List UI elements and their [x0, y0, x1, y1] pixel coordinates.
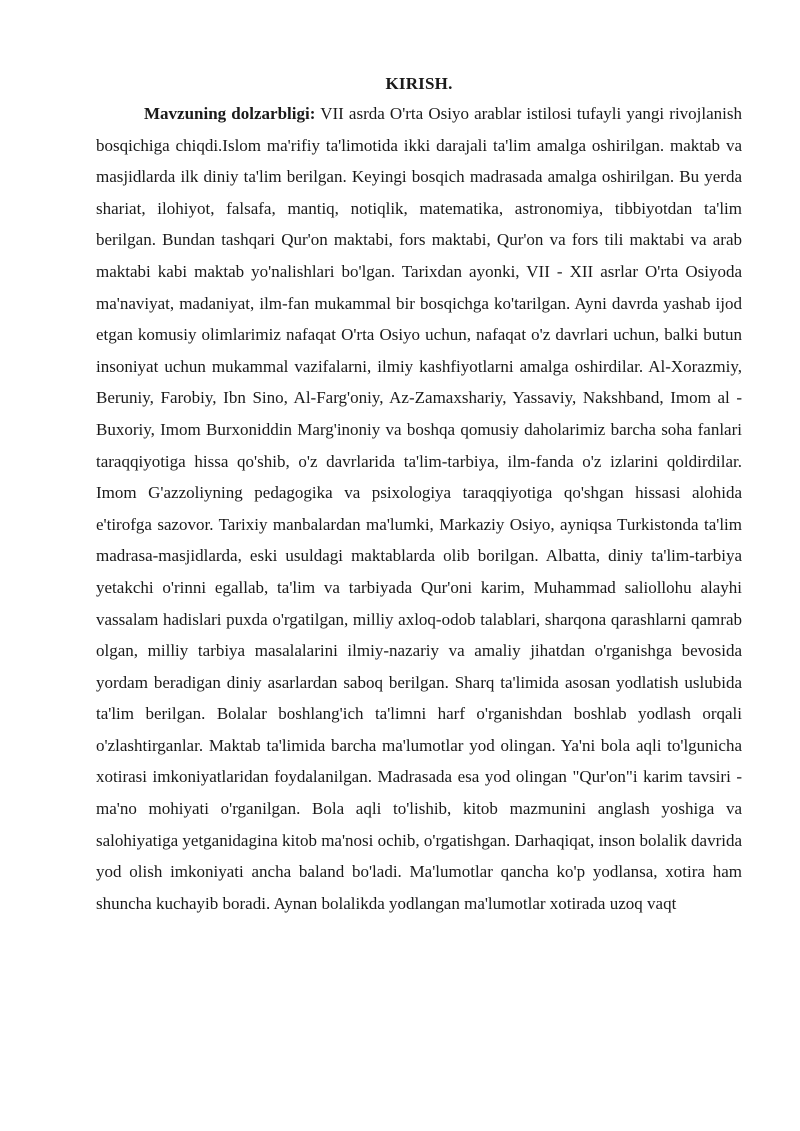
section-lead: Mavzuning dolzarbligi:: [144, 104, 316, 123]
document-page: [96, 74, 742, 919]
paragraph-text: VII asrda O'rta Osiyo arablar istilosi tufayli yangi rivojlanish bosqichiga chiqdi.Islom ma'rifiy ta'limotida ikki darajali ta'lim amalga oshirilgan. maktab va masjidlarda ilk diniy ta'lim berilgan. Keyingi bosqich madrasada amalga oshirilgan. Bu yerda shariat, ilohiyot, falsafa, mantiq, notiqlik, matematika, astronomiya, tibbiyotdan ta'lim berilgan. Bundan tashqari Qur'on maktabi, fors maktabi, Qur'on va fors tili maktabi va arab maktabi kabi maktab yo'nalishlari bo'lgan. Tarixdan ayonki, VII - XII asrlar O'rta Osiyoda ma'naviyat, madaniyat, ilm-fan mukammal bir bosqichga ko'tarilgan. Ayni davrda yashab ijod etgan komusiy olimlarimiz nafaqat O'rta Osiyo uchun, nafaqat o'z davrlari uchun, balki butun insoniyat uchun mukammal vazifalarni, ilmiy kashfiyotlarni amalga oshirdilar. Al-Xorazmiy, Beruniy, Farobiy, Ibn Sino, Al-Farg'oniy, Az-Zamaxshariy, Yassaviy, Nakshband, Imom al -Buxoriy, Imom Burxoniddin Marg'inoniy va boshqa qomusiy daholarimiz barcha soha fanlari taraqqiyotiga hissa qo'shib, o'z davrlarida ta'lim-tarbiya, ilm-fanda o'z izlarini qoldirdilar. Imom G'azzoliyning pedagogika va psixologiya taraqqiyotiga qo'shgan hissasi alohida e'tirofga sazovor. Tarixiy manbalardan ma'lumki, Markaziy Osiyo, ayniqsa Turkistonda ta'lim madrasa-masjidlarda, eski usuldagi maktablarda olib borilgan. Albatta, diniy ta'lim-tarbiya yetakchi o'rinni egallab, ta'lim va tarbiyada Qur'oni karim, Muhammad saliollohu alayhi vassalam hadislari puxda o'rgatilgan, milliy axloq-odob talablari, sharqona qarashlarni qamrab olgan, milliy tarbiya masalalarini ilmiy-nazariy va amaliy jihatdan o'rganishga bevosida yordam beradigan diniy asarlardan saboq berilgan. Sharq ta'limida asosan yodlatish uslubida ta'lim berilgan. Bolalar boshlang'ich ta'limni harf o'rganishdan boshlab yodlash orqali o'zlashtirganlar. Maktab ta'limida barcha ma'lumotlar yod olingan. Ya'ni bola aqli to'lgunicha xotirasi imkoniyatlaridan foydalanilgan. Madrasada esa yod olingan "Qur'on"i karim tavsiri - ma'no mohiyati o'rganilgan. Bola aqli to'lishib, kitob mazmunini anglash yoshiga va salohiyatiga yetganidagina kitob ma'nosi ochib, o'rgatishgan. Darhaqiqat, inson bolalik davrida yod olish imkoniyati ancha baland bo'ladi. Ma'lumotlar qancha ko'p yodlansa, xotira ham shuncha kuchayib boradi. Aynan bolalikda yodlangan ma'lumotlar xotirada uzoq vaqt: [96, 104, 742, 913]
page-title: KIRISH.: [385, 74, 453, 93]
body-paragraph: [96, 98, 742, 919]
